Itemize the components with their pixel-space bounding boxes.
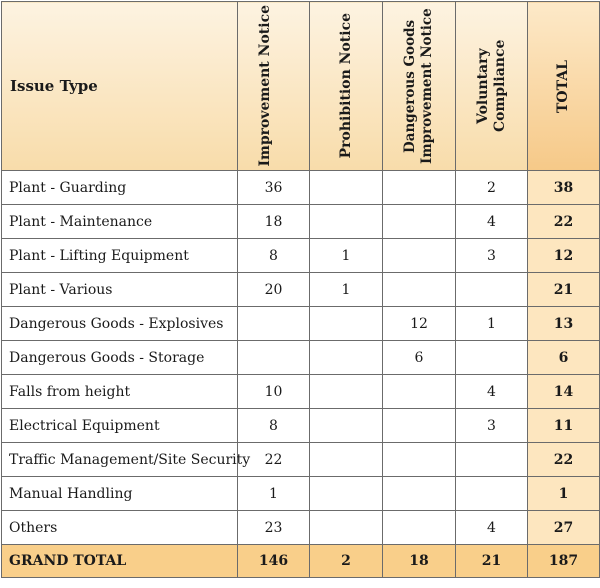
improvement-notice-cell	[238, 341, 310, 375]
dangerous-goods-cell	[383, 477, 456, 511]
improvement-notice-cell: 8	[238, 409, 310, 443]
table-row	[2, 307, 600, 341]
issue-type-cell: Others	[2, 511, 238, 545]
header-dangerous-goods-improvement-notice	[383, 2, 456, 171]
prohibition-notice-cell	[310, 409, 383, 443]
voluntary-compliance-cell: 2	[456, 171, 528, 205]
table-row	[2, 273, 600, 307]
total-cell: 27	[528, 511, 600, 545]
total-cell: 6	[528, 341, 600, 375]
voluntary-compliance-cell: 4	[456, 205, 528, 239]
issue-type-cell: Dangerous Goods - Storage	[2, 341, 238, 375]
voluntary-compliance-cell: 3	[456, 409, 528, 443]
header-prohibition-notice-label: Prohibition Notice	[337, 13, 354, 159]
improvement-notice-cell: 23	[238, 511, 310, 545]
dangerous-goods-cell: 6	[383, 341, 456, 375]
issue-type-cell: Traffic Management/Site Security	[2, 443, 238, 477]
header-row	[2, 2, 600, 171]
improvement-notice-cell: 1	[238, 477, 310, 511]
improvement-notice-cell: 36	[238, 171, 310, 205]
total-cell: 13	[528, 307, 600, 341]
total-cell: 1	[528, 477, 600, 511]
table-row	[2, 239, 600, 273]
header-improvement-notice-label: Improvement Notice	[256, 5, 273, 167]
issue-type-cell: Manual Handling	[2, 477, 238, 511]
table-row	[2, 341, 600, 375]
table-row	[2, 511, 600, 545]
prohibition-notice-cell	[310, 375, 383, 409]
total-cell: 21	[528, 273, 600, 307]
improvement-notice-cell	[238, 307, 310, 341]
dangerous-goods-cell	[383, 511, 456, 545]
voluntary-compliance-cell	[456, 341, 528, 375]
voluntary-compliance-cell	[456, 273, 528, 307]
dangerous-goods-cell	[383, 409, 456, 443]
prohibition-notice-cell	[310, 341, 383, 375]
issue-type-cell: Plant - Guarding	[2, 171, 238, 205]
header-total	[528, 2, 600, 171]
issue-type-cell: Plant - Maintenance	[2, 205, 238, 239]
grand-total-improvement-notice: 146	[238, 545, 310, 578]
grand-total-row	[2, 545, 600, 578]
header-voluntary-compliance-label: Voluntary Compliance	[474, 39, 508, 133]
prohibition-notice-cell	[310, 307, 383, 341]
total-cell: 14	[528, 375, 600, 409]
header-issue-type: Issue Type	[2, 2, 238, 171]
header-improvement-notice	[238, 2, 310, 171]
table-row	[2, 477, 600, 511]
prohibition-notice-cell	[310, 477, 383, 511]
dangerous-goods-cell: 12	[383, 307, 456, 341]
table-row	[2, 409, 600, 443]
prohibition-notice-cell	[310, 511, 383, 545]
grand-total-total: 187	[528, 545, 600, 578]
improvement-notice-cell: 18	[238, 205, 310, 239]
prohibition-notice-cell	[310, 171, 383, 205]
table-row	[2, 375, 600, 409]
table-row	[2, 171, 600, 205]
voluntary-compliance-cell: 1	[456, 307, 528, 341]
dangerous-goods-cell	[383, 443, 456, 477]
total-cell: 11	[528, 409, 600, 443]
issue-type-cell: Falls from height	[2, 375, 238, 409]
dangerous-goods-cell	[383, 375, 456, 409]
issue-type-table	[1, 1, 600, 578]
voluntary-compliance-cell: 4	[456, 375, 528, 409]
grand-total-label: GRAND TOTAL	[2, 545, 238, 578]
total-cell: 22	[528, 205, 600, 239]
prohibition-notice-cell	[310, 205, 383, 239]
issue-type-cell: Dangerous Goods - Explosives	[2, 307, 238, 341]
dangerous-goods-cell	[383, 205, 456, 239]
improvement-notice-cell: 8	[238, 239, 310, 273]
issue-type-cell: Plant - Various	[2, 273, 238, 307]
voluntary-compliance-cell: 3	[456, 239, 528, 273]
table-body	[2, 171, 600, 545]
prohibition-notice-cell	[310, 443, 383, 477]
header-voluntary-compliance	[456, 2, 528, 171]
dangerous-goods-cell	[383, 239, 456, 273]
grand-total-voluntary-compliance: 21	[456, 545, 528, 578]
improvement-notice-cell: 10	[238, 375, 310, 409]
total-cell: 22	[528, 443, 600, 477]
issue-type-cell: Plant - Lifting Equipment	[2, 239, 238, 273]
voluntary-compliance-cell	[456, 443, 528, 477]
prohibition-notice-cell: 1	[310, 239, 383, 273]
table-row	[2, 205, 600, 239]
header-prohibition-notice	[310, 2, 383, 171]
prohibition-notice-cell: 1	[310, 273, 383, 307]
table-row	[2, 443, 600, 477]
voluntary-compliance-cell	[456, 477, 528, 511]
header-total-label: TOTAL	[555, 59, 571, 113]
voluntary-compliance-cell: 4	[456, 511, 528, 545]
total-cell: 12	[528, 239, 600, 273]
dangerous-goods-cell	[383, 273, 456, 307]
grand-total-prohibition-notice: 2	[310, 545, 383, 578]
issue-type-cell: Electrical Equipment	[2, 409, 238, 443]
dangerous-goods-cell	[383, 171, 456, 205]
improvement-notice-cell: 20	[238, 273, 310, 307]
grand-total-dangerous-goods: 18	[383, 545, 456, 578]
total-cell: 38	[528, 171, 600, 205]
header-dangerous-goods-label: Dangerous Goods Improvement Notice	[402, 8, 435, 164]
improvement-notice-cell: 22	[238, 443, 310, 477]
